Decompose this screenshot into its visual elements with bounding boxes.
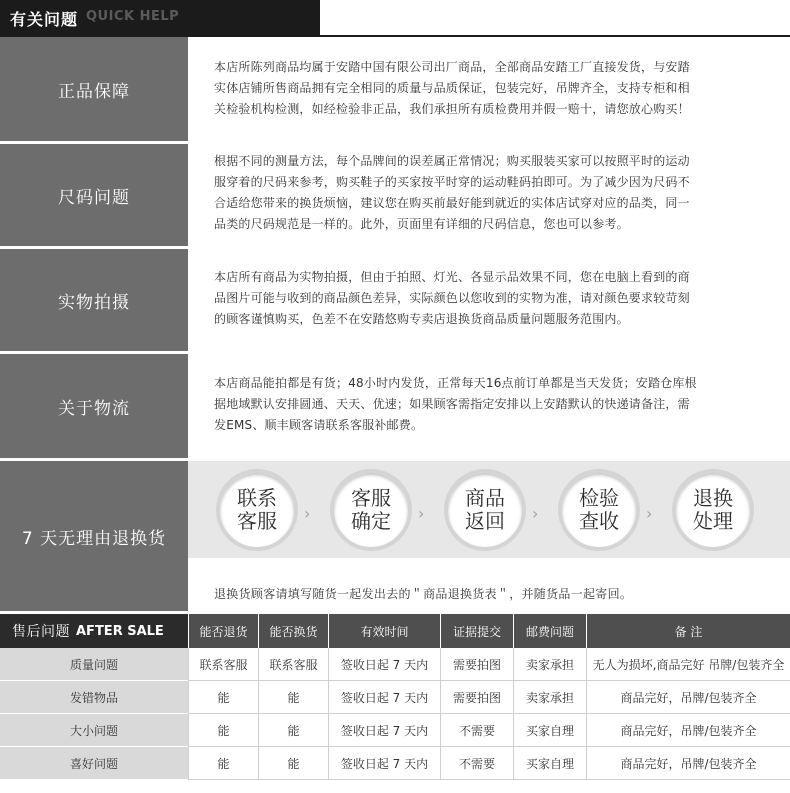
table-cell: 买家自理 [513,747,586,780]
table-cell: 联系客服 [188,648,258,681]
chevron-right-icon: › [532,504,539,523]
chevron-right-icon: › [646,504,653,523]
text-line: 本店所陈列商品均属于安踏中国有限公司出厂商品，全部商品安踏工厂直接发货，与安踏 [214,60,690,74]
text-line: 的顾客谨慎购买，色差不在安踏悠购专卖店退换货商品质量问题服务范围内。 [214,312,629,326]
step-service-confirm [330,469,412,551]
table-cell: 签收日起 7 天内 [328,681,440,714]
section-authentic [0,37,790,141]
table-cell: 卖家承担 [513,648,586,681]
quick-help-header [0,0,790,37]
after-sale-title: 售后问题 [12,624,70,640]
column-header: 能否换货 [258,614,328,648]
text-line: 合适给您带来的换货烦恼，建议您在购买前最好能到就近的实体店试穿对应的品类，同一 [214,196,690,210]
column-header: 证据提交 [440,614,513,648]
text-line: 发EMS、顺丰顾客请联系客服补邮费。 [214,418,424,432]
section-text [214,57,759,120]
table-cell: 卖家承担 [513,681,586,714]
returns-note: 退换货顾客请填写随货一起发出去的＂商品退换货表＂，并随货品一起寄回。 [214,587,633,601]
after-sale-header [0,614,790,648]
section-label: 7 天无理由退换货 [0,461,188,611]
table-row [0,714,790,747]
table-cell: 能 [258,747,328,780]
step-process-exchange [672,469,754,551]
table-cell: 不需要 [440,714,513,747]
step-label: 检验查收 [579,486,619,533]
section-photos [0,249,790,351]
table-cell: 联系客服 [258,648,328,681]
text-line: 品类的尺码规范是一样的。此外，页面里有详细的尺码信息，您也可以参考。 [214,217,629,231]
row-label: 发错物品 [0,681,188,714]
text-line: 实体店铺所售商品拥有完全相同的质量与品质保证，包装完好，吊牌齐全，支持专柜和相 [214,81,690,95]
column-header: 能否退货 [188,614,258,648]
text-line: 本店所有商品为实物拍摄，但由于拍照、灯光、各显示品效果不同，您在电脑上看到的商 [214,270,690,284]
table-cell: 需要拍图 [440,648,513,681]
table-cell: 商品完好，吊牌/包装齐全 [586,747,790,780]
table-cell: 能 [188,747,258,780]
table-cell: 商品完好，吊牌/包装齐全 [586,714,790,747]
step-label: 联系客服 [237,486,277,533]
column-header: 备 注 [586,614,790,648]
section-label: 实物拍摄 [0,249,188,351]
row-label: 质量问题 [0,648,188,681]
section-size [0,144,790,246]
chevron-right-icon: › [418,504,425,523]
table-cell: 商品完好，吊牌/包装齐全 [586,681,790,714]
table-cell: 能 [258,714,328,747]
column-header: 有效时间 [328,614,440,648]
table-cell: 能 [188,681,258,714]
after-sale-subtitle: AFTER SALE [76,623,164,639]
section-text [214,373,759,436]
table-cell: 能 [188,714,258,747]
step-label: 商品返回 [465,486,505,533]
table-cell: 需要拍图 [440,681,513,714]
section-label: 关于物流 [0,354,188,458]
chevron-right-icon: › [304,504,311,523]
return-process [188,461,790,558]
table-cell: 不需要 [440,747,513,780]
row-label: 喜好问题 [0,747,188,780]
step-contact-service [216,469,298,551]
table-cell: 签收日起 7 天内 [328,714,440,747]
section-text [214,151,759,235]
text-line: 关检验机构检测，如经检验非正品，我们承担所有质检费用并假一赔十，请您放心购买！ [214,102,690,116]
table-cell: 能 [258,681,328,714]
table-row [0,681,790,714]
text-line: 服穿着的尺码来参考，购买鞋子的买家按平时穿的运动鞋码拍即可。为了减少因为尺码不 [214,175,690,189]
text-line: 品图片可能与收到的商品颜色差异，实际颜色以您收到的实物为准，请对颜色要求较苛刻 [214,291,690,305]
text-line: 据地域默认安排圆通、天天、优速；如果顾客需指定安排以上安踏默认的快递请备注，需 [214,397,690,411]
table-row [0,648,790,681]
table-row [0,747,790,780]
step-inspect [558,469,640,551]
section-label: 尺码问题 [0,144,188,246]
step-goods-return [444,469,526,551]
section-label: 正品保障 [0,37,188,141]
step-label: 客服确定 [351,486,391,533]
text-line: 本店商品能拍都是有货；48小时内发货，正常每天16点前订单都是当天发货；安踏仓库根 [214,376,697,390]
column-header: 邮费问题 [513,614,586,648]
after-sale-title-cell [0,614,188,648]
table-cell: 买家自理 [513,714,586,747]
header-subtitle: QUICK HELP [86,9,180,24]
table-cell: 签收日起 7 天内 [328,747,440,780]
table-cell: 无人为损坏,商品完好 吊牌/包装齐全 [586,648,790,681]
step-label: 退换处理 [693,486,733,533]
section-text [214,267,759,330]
table-cell: 签收日起 7 天内 [328,648,440,681]
header-title: 有关问题 [10,10,79,29]
text-line: 根据不同的测量方法，每个品牌间的误差属正常情况；购买服装买家可以按照平时的运动 [214,154,690,168]
section-logistics [0,354,790,458]
header-tab [0,0,320,37]
row-label: 大小问题 [0,714,188,747]
